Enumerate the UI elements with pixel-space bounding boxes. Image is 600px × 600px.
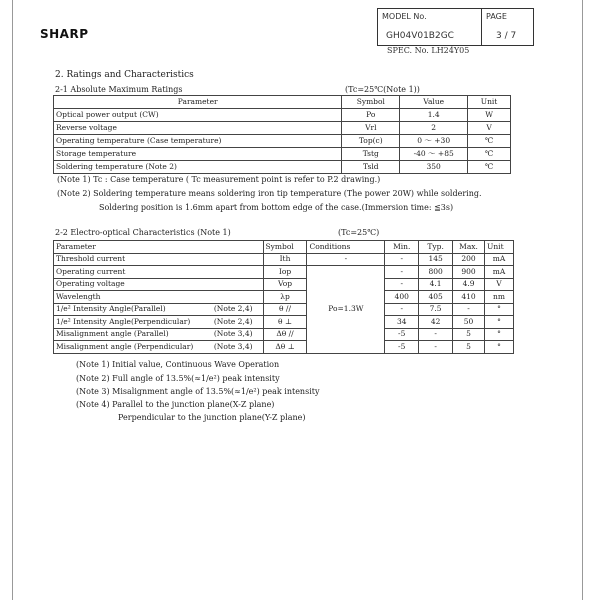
- left-margin-line: [12, 0, 13, 600]
- table-cell: W: [468, 109, 511, 122]
- spec-number: SPEC. No. LH24Y05: [387, 46, 470, 55]
- unit-cell: V: [485, 278, 514, 291]
- company-logo: SHARP: [40, 27, 89, 41]
- table-row: [54, 122, 511, 135]
- table-row: [54, 291, 514, 304]
- table-row: [54, 303, 514, 316]
- table-row: [54, 161, 511, 174]
- parameter-cell: [54, 328, 264, 341]
- table-cell: -40 〜 +85: [400, 148, 468, 161]
- column-header: Unit: [468, 96, 511, 109]
- parameter-name: 1/e² Intensity Angle(Parallel): [56, 304, 166, 314]
- max-cell: 200: [453, 253, 485, 266]
- min-cell: -5: [385, 341, 419, 354]
- min-cell: 34: [385, 316, 419, 329]
- table-cell: Po: [342, 109, 400, 122]
- column-header: Min.: [385, 241, 419, 254]
- typ-cell: 42: [419, 316, 453, 329]
- eo-note-4-continued: Perpendicular to the junction plane(Y-Z plane): [118, 413, 306, 422]
- typ-cell: 4.1: [419, 278, 453, 291]
- eo-note-4: (Note 4) Parallel to the junction plane(X-Z plane): [76, 400, 275, 409]
- unit-cell: mA: [485, 253, 514, 266]
- parameter-note: (Note 2,4): [213, 316, 253, 326]
- min-cell: -: [385, 253, 419, 266]
- max-cell: 5: [453, 341, 485, 354]
- table-cell: ℃: [468, 148, 511, 161]
- column-header: Symbol: [263, 241, 307, 254]
- subsection-2-condition: (Tc=25℃): [338, 228, 380, 237]
- column-header: Max.: [453, 241, 485, 254]
- parameter-note: (Note 3,4): [213, 329, 253, 339]
- model-label: MODEL No.: [382, 12, 427, 21]
- table-row: [54, 316, 514, 329]
- max-cell: 410: [453, 291, 485, 304]
- table-row: [54, 148, 511, 161]
- table-row: [54, 341, 514, 354]
- typ-cell: 7.5: [419, 303, 453, 316]
- absolute-max-ratings-table: [53, 95, 511, 174]
- parameter-cell: [54, 303, 264, 316]
- max-cell: 50: [453, 316, 485, 329]
- min-cell: -: [385, 303, 419, 316]
- typ-cell: -: [419, 341, 453, 354]
- table-cell: Top(c): [342, 135, 400, 148]
- table-cell: Tsld: [342, 161, 400, 174]
- symbol-cell: Ith: [263, 253, 307, 266]
- unit-cell: °: [485, 303, 514, 316]
- table-cell: Reverse voltage: [54, 122, 342, 135]
- right-margin-line: [582, 0, 583, 600]
- subsection-1-title: 2-1 Absolute Maximum Ratings: [55, 85, 183, 94]
- min-cell: -: [385, 266, 419, 279]
- conditions-cell: -: [307, 253, 385, 266]
- min-cell: -5: [385, 328, 419, 341]
- table-cell: Tstg: [342, 148, 400, 161]
- table-cell: Soldering temperature (Note 2): [54, 161, 342, 174]
- parameter-name: Threshold current: [56, 254, 126, 264]
- table-cell: ℃: [468, 161, 511, 174]
- note-2-line: (Note 2) Soldering temperature means soldering iron tip temperature (The power 20W) while soldering.: [57, 189, 482, 198]
- parameter-note: (Note 3,4): [213, 341, 253, 351]
- column-header: Parameter: [54, 96, 342, 109]
- unit-cell: mA: [485, 266, 514, 279]
- table-cell: 350: [400, 161, 468, 174]
- parameter-cell: [54, 316, 264, 329]
- symbol-cell: λp: [263, 291, 307, 304]
- unit-cell: °: [485, 328, 514, 341]
- parameter-cell: [54, 253, 264, 266]
- typ-cell: 145: [419, 253, 453, 266]
- symbol-cell: Vop: [263, 278, 307, 291]
- unit-cell: °: [485, 316, 514, 329]
- table-row: [54, 253, 514, 266]
- max-cell: -: [453, 303, 485, 316]
- parameter-cell: [54, 291, 264, 304]
- eo-note-3: (Note 3) Misalignment angle of 13.5%(≈1/e²) peak intensity: [76, 387, 320, 396]
- subsection-1-condition: (Tc=25℃(Note 1)): [345, 85, 420, 94]
- table-row: [54, 109, 511, 122]
- symbol-cell: Δθ //: [263, 328, 307, 341]
- table-header-row: [54, 241, 514, 254]
- symbol-cell: Δθ ⊥: [263, 341, 307, 354]
- parameter-cell: [54, 266, 264, 279]
- parameter-name: Operating current: [56, 266, 126, 276]
- parameter-name: Wavelength: [56, 291, 101, 301]
- unit-cell: nm: [485, 291, 514, 304]
- min-cell: 400: [385, 291, 419, 304]
- symbol-cell: θ //: [263, 303, 307, 316]
- eo-note-1: (Note 1) Initial value, Continuous Wave Operation: [76, 360, 280, 369]
- table-header-row: [54, 96, 511, 109]
- parameter-name: 1/e² Intensity Angle(Perpendicular): [56, 316, 191, 326]
- typ-cell: 800: [419, 266, 453, 279]
- table-cell: Vrl: [342, 122, 400, 135]
- symbol-cell: Iop: [263, 266, 307, 279]
- table-row: [54, 266, 514, 279]
- table-row: [54, 328, 514, 341]
- note-2-continued: Soldering position is 1.6mm apart from bottom edge of the case.(Immersion time: ≦3s): [99, 203, 454, 212]
- column-header: Parameter: [54, 241, 264, 254]
- table-cell: ℃: [468, 135, 511, 148]
- typ-cell: 405: [419, 291, 453, 304]
- typ-cell: -: [419, 328, 453, 341]
- table-cell: Optical power output (CW): [54, 109, 342, 122]
- table-cell: V: [468, 122, 511, 135]
- page-label: PAGE: [486, 12, 507, 21]
- table-cell: 2: [400, 122, 468, 135]
- header-box: [377, 8, 534, 46]
- table-cell: Storage temperature: [54, 148, 342, 161]
- max-cell: 4.9: [453, 278, 485, 291]
- min-cell: -: [385, 278, 419, 291]
- section-title: 2. Ratings and Characteristics: [55, 70, 194, 80]
- column-header: Typ.: [419, 241, 453, 254]
- parameter-name: Misalignment angle (Perpendicular): [56, 341, 194, 351]
- column-header: Value: [400, 96, 468, 109]
- parameter-cell: [54, 341, 264, 354]
- electro-optical-table: [53, 240, 514, 354]
- table-row: [54, 278, 514, 291]
- subsection-2-title: 2-2 Electro-optical Characteristics (Note 1): [55, 228, 231, 237]
- table-cell: 1.4: [400, 109, 468, 122]
- parameter-cell: [54, 278, 264, 291]
- parameter-name: Operating voltage: [56, 279, 125, 289]
- symbol-cell: θ ⊥: [263, 316, 307, 329]
- unit-cell: °: [485, 341, 514, 354]
- table-cell: Operating temperature (Case temperature): [54, 135, 342, 148]
- parameter-name: Misalignment angle (Parallel): [56, 329, 169, 339]
- table-row: [54, 135, 511, 148]
- page-value: 3 / 7: [496, 31, 517, 41]
- column-header: Unit: [485, 241, 514, 254]
- eo-note-2: (Note 2) Full angle of 13.5%(≈1/e²) peak intensity: [76, 374, 280, 383]
- column-header: Symbol: [342, 96, 400, 109]
- note-1-line: (Note 1) Tc : Case temperature ( Tc measurement point is refer to P.2 drawing.): [57, 175, 381, 184]
- conditions-merged-cell: Po=1.3W: [307, 266, 385, 354]
- model-value: GH04V01B2GC: [386, 31, 454, 41]
- max-cell: 5: [453, 328, 485, 341]
- table-cell: 0 〜 +30: [400, 135, 468, 148]
- parameter-note: (Note 2,4): [213, 304, 253, 314]
- column-header: Conditions: [307, 241, 385, 254]
- max-cell: 900: [453, 266, 485, 279]
